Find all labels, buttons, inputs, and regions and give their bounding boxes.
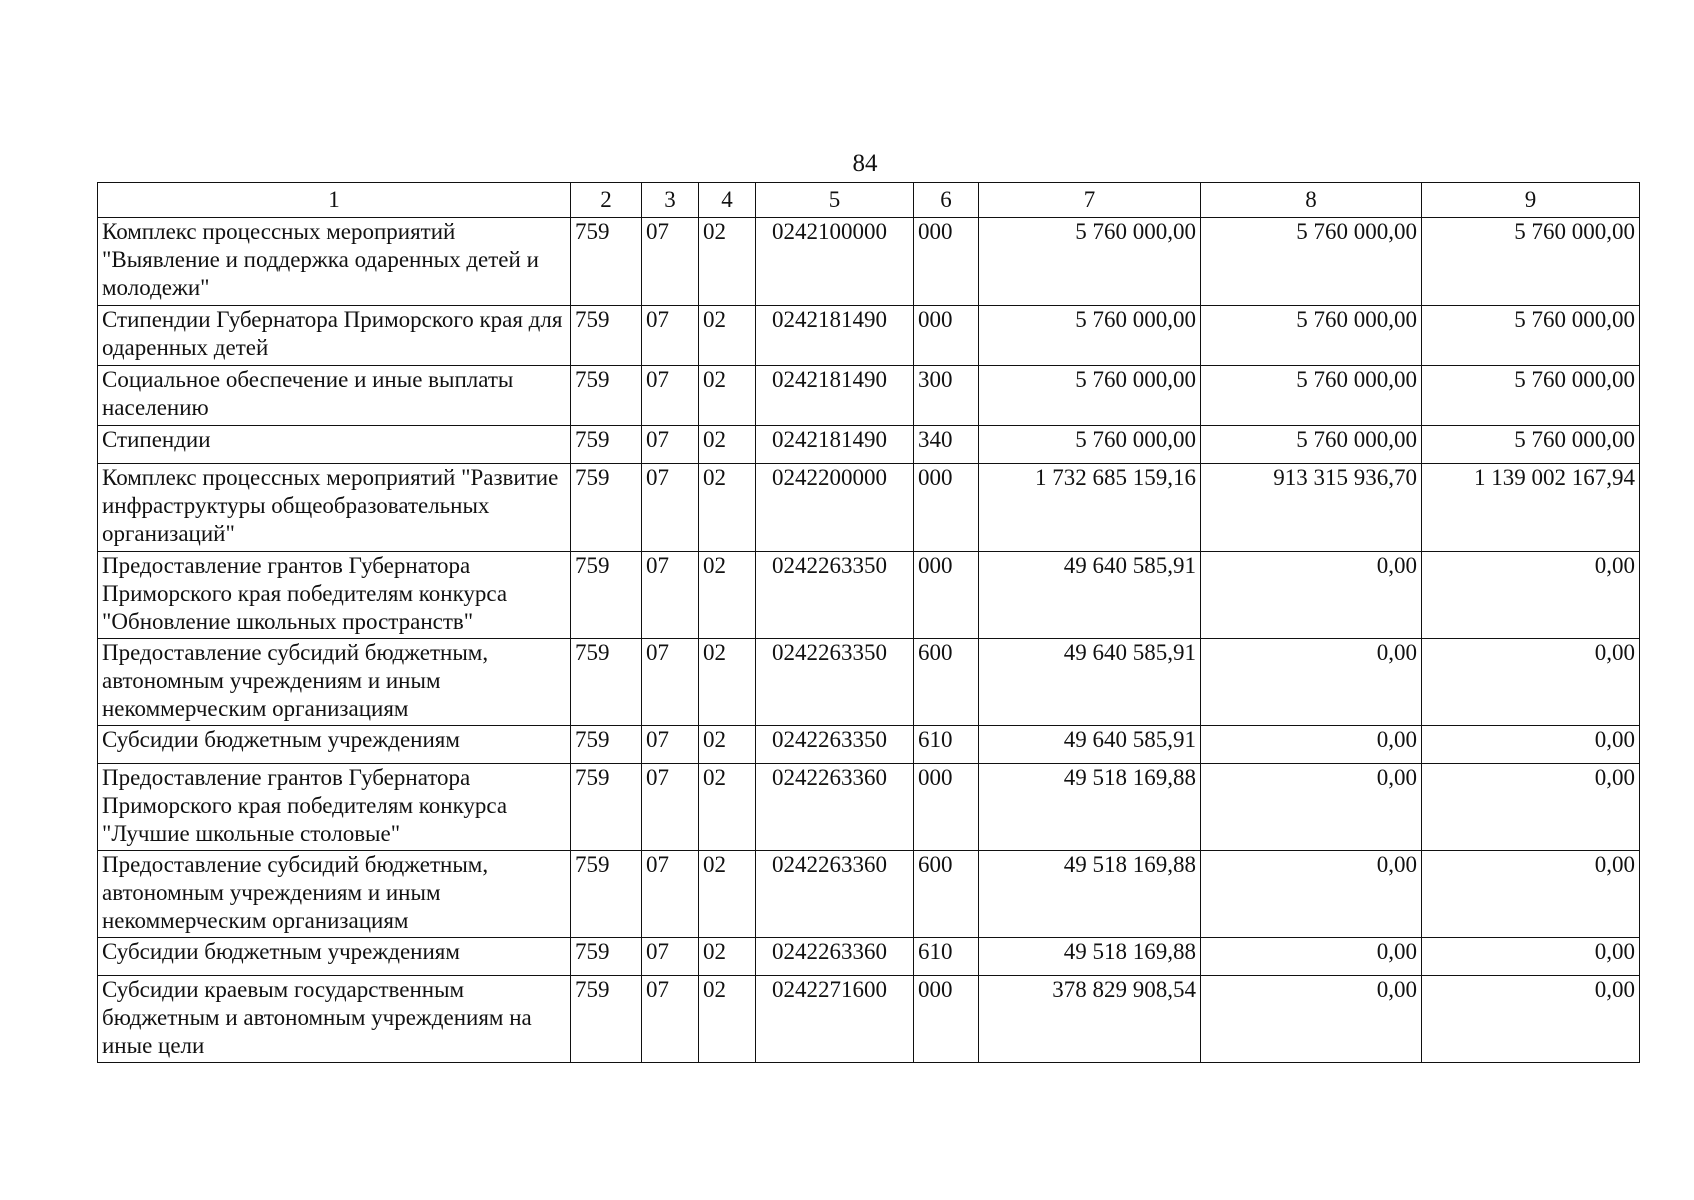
item-name-cell: Социальное обеспечение и иные выплаты населению [98, 366, 571, 426]
code-cell: 759 [571, 726, 642, 764]
amount-cell: 0,00 [1201, 726, 1422, 764]
code-cell: 07 [642, 366, 699, 426]
amount-cell: 1 732 685 159,16 [979, 464, 1201, 552]
table-row [98, 938, 1640, 976]
code-cell: 000 [914, 464, 979, 552]
header-cell: 2 [571, 183, 642, 218]
amount-cell: 5 760 000,00 [1201, 218, 1422, 306]
code-cell: 0242263360 [756, 851, 914, 938]
code-cell: 0242263360 [756, 938, 914, 976]
code-cell: 02 [699, 218, 756, 306]
amount-cell: 0,00 [1422, 552, 1640, 639]
amount-cell: 0,00 [1201, 938, 1422, 976]
amount-cell: 5 760 000,00 [979, 218, 1201, 306]
amount-cell: 49 518 169,88 [979, 938, 1201, 976]
amount-cell: 5 760 000,00 [979, 366, 1201, 426]
code-cell: 0242200000 [756, 464, 914, 552]
budget-table [97, 182, 1640, 1063]
code-cell: 0242263350 [756, 552, 914, 639]
code-cell: 759 [571, 851, 642, 938]
code-cell: 07 [642, 764, 699, 851]
code-cell: 07 [642, 218, 699, 306]
amount-cell: 49 640 585,91 [979, 639, 1201, 726]
page-number: 84 [852, 150, 878, 177]
item-name-cell: Комплекс процессных мероприятий "Выявление и поддержка одаренных детей и молодежи" [98, 218, 571, 306]
header-cell: 5 [756, 183, 914, 218]
code-cell: 759 [571, 218, 642, 306]
table-row [98, 366, 1640, 426]
amount-cell: 49 518 169,88 [979, 764, 1201, 851]
header-row [98, 183, 1640, 218]
code-cell: 02 [699, 976, 756, 1063]
table-row [98, 426, 1640, 464]
amount-cell: 0,00 [1422, 851, 1640, 938]
header-cell: 3 [642, 183, 699, 218]
amount-cell: 0,00 [1422, 976, 1640, 1063]
amount-cell: 913 315 936,70 [1201, 464, 1422, 552]
code-cell: 0242100000 [756, 218, 914, 306]
amount-cell: 5 760 000,00 [1422, 218, 1640, 306]
code-cell: 610 [914, 938, 979, 976]
code-cell: 02 [699, 426, 756, 464]
code-cell: 0242263360 [756, 764, 914, 851]
code-cell: 000 [914, 976, 979, 1063]
code-cell: 0242271600 [756, 976, 914, 1063]
amount-cell: 1 139 002 167,94 [1422, 464, 1640, 552]
amount-cell: 5 760 000,00 [979, 426, 1201, 464]
code-cell: 0242181490 [756, 366, 914, 426]
header-cell: 8 [1201, 183, 1422, 218]
code-cell: 02 [699, 306, 756, 366]
amount-cell: 49 640 585,91 [979, 726, 1201, 764]
code-cell: 07 [642, 426, 699, 464]
amount-cell: 5 760 000,00 [1201, 426, 1422, 464]
code-cell: 0242181490 [756, 426, 914, 464]
amount-cell: 49 640 585,91 [979, 552, 1201, 639]
item-name-cell: Предоставление субсидий бюджетным, автономным учреждениям и иным некоммерческим организациям [98, 851, 571, 938]
table-row [98, 464, 1640, 552]
code-cell: 759 [571, 938, 642, 976]
amount-cell: 0,00 [1422, 764, 1640, 851]
code-cell: 07 [642, 726, 699, 764]
code-cell: 07 [642, 851, 699, 938]
code-cell: 759 [571, 464, 642, 552]
code-cell: 07 [642, 306, 699, 366]
code-cell: 0242263350 [756, 726, 914, 764]
amount-cell: 5 760 000,00 [1422, 426, 1640, 464]
code-cell: 600 [914, 851, 979, 938]
table-row [98, 976, 1640, 1063]
code-cell: 07 [642, 552, 699, 639]
amount-cell: 5 760 000,00 [1422, 306, 1640, 366]
code-cell: 759 [571, 639, 642, 726]
item-name-cell: Предоставление субсидий бюджетным, автономным учреждениям и иным некоммерческим организациям [98, 639, 571, 726]
amount-cell: 5 760 000,00 [1422, 366, 1640, 426]
table-row [98, 851, 1640, 938]
code-cell: 759 [571, 976, 642, 1063]
amount-cell: 0,00 [1422, 639, 1640, 726]
amount-cell: 0,00 [1201, 976, 1422, 1063]
code-cell: 02 [699, 764, 756, 851]
header-cell: 6 [914, 183, 979, 218]
code-cell: 000 [914, 552, 979, 639]
amount-cell: 0,00 [1201, 552, 1422, 639]
code-cell: 759 [571, 552, 642, 639]
table-row [98, 552, 1640, 639]
amount-cell: 0,00 [1422, 938, 1640, 976]
amount-cell: 5 760 000,00 [979, 306, 1201, 366]
table-row [98, 639, 1640, 726]
code-cell: 300 [914, 366, 979, 426]
amount-cell: 0,00 [1201, 639, 1422, 726]
code-cell: 610 [914, 726, 979, 764]
code-cell: 07 [642, 639, 699, 726]
table-row [98, 764, 1640, 851]
item-name-cell: Предоставление грантов Губернатора Приморского края победителям конкурса "Обновление школьных пространств" [98, 552, 571, 639]
code-cell: 000 [914, 764, 979, 851]
header-cell: 4 [699, 183, 756, 218]
code-cell: 0242181490 [756, 306, 914, 366]
item-name-cell: Предоставление грантов Губернатора Приморского края победителям конкурса "Лучшие школьные столовые" [98, 764, 571, 851]
table-row [98, 726, 1640, 764]
table-row [98, 306, 1640, 366]
code-cell: 000 [914, 306, 979, 366]
amount-cell: 378 829 908,54 [979, 976, 1201, 1063]
item-name-cell: Субсидии краевым государственным бюджетным и автономным учреждениям на иные цели [98, 976, 571, 1063]
code-cell: 02 [699, 552, 756, 639]
code-cell: 02 [699, 851, 756, 938]
code-cell: 759 [571, 764, 642, 851]
amount-cell: 0,00 [1201, 764, 1422, 851]
code-cell: 340 [914, 426, 979, 464]
code-cell: 000 [914, 218, 979, 306]
amount-cell: 5 760 000,00 [1201, 306, 1422, 366]
code-cell: 02 [699, 464, 756, 552]
code-cell: 07 [642, 976, 699, 1063]
item-name-cell: Комплекс процессных мероприятий "Развитие инфраструктуры общеобразовательных организаций" [98, 464, 571, 552]
code-cell: 759 [571, 426, 642, 464]
item-name-cell: Субсидии бюджетным учреждениям [98, 938, 571, 976]
code-cell: 02 [699, 366, 756, 426]
code-cell: 02 [699, 938, 756, 976]
table-row [98, 218, 1640, 306]
code-cell: 07 [642, 464, 699, 552]
item-name-cell: Стипендии [98, 426, 571, 464]
item-name-cell: Стипендии Губернатора Приморского края для одаренных детей [98, 306, 571, 366]
code-cell: 0242263350 [756, 639, 914, 726]
code-cell: 02 [699, 639, 756, 726]
amount-cell: 5 760 000,00 [1201, 366, 1422, 426]
amount-cell: 0,00 [1201, 851, 1422, 938]
code-cell: 02 [699, 726, 756, 764]
item-name-cell: Субсидии бюджетным учреждениям [98, 726, 571, 764]
amount-cell: 0,00 [1422, 726, 1640, 764]
amount-cell: 49 518 169,88 [979, 851, 1201, 938]
code-cell: 759 [571, 366, 642, 426]
code-cell: 07 [642, 938, 699, 976]
code-cell: 759 [571, 306, 642, 366]
header-cell: 7 [979, 183, 1201, 218]
header-cell: 9 [1422, 183, 1640, 218]
header-cell: 1 [98, 183, 571, 218]
code-cell: 600 [914, 639, 979, 726]
